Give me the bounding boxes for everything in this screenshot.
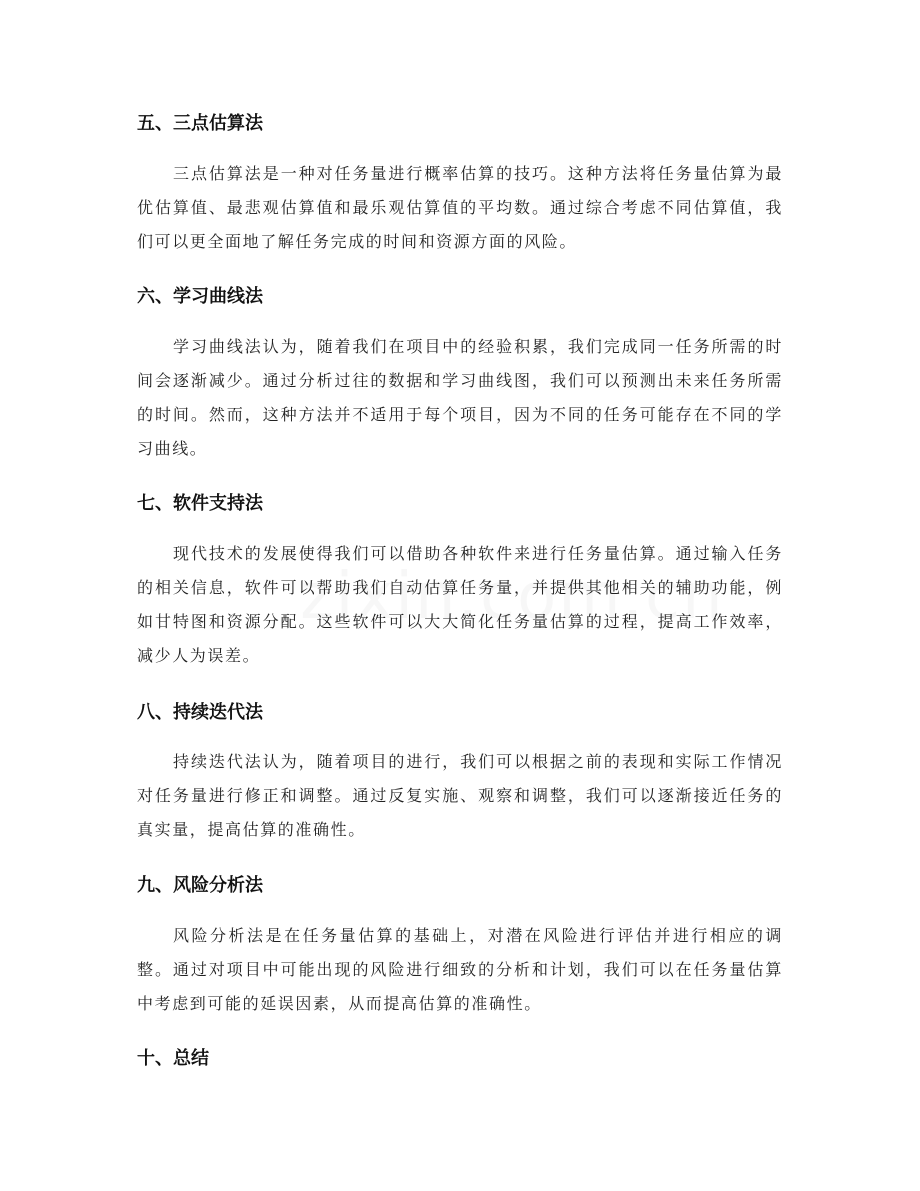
section-paragraph-learning-curve: 学习曲线法认为，随着我们在项目中的经验积累，我们完成同一任务所需的时间会逐渐减少。通过分析过往的数据和学习曲线图，我们可以预测出未来任务所需的时间。然而，这种方法并不适用于每个项目，因为不同的任务可能存在不同的学习曲线。 [137, 337, 783, 458]
section-paragraph-three-point-estimation: 三点估算法是一种对任务量进行概率估算的技巧。这种方法将任务量估算为最优估算值、最悲观估算值和最乐观估算值的平均数。通过综合考虑不同估算值，我们可以更全面地了解任务完成的时间和资源方面的风险。 [137, 164, 783, 251]
section-paragraph-risk-analysis: 风险分析法是在任务量估算的基础上，对潜在风险进行评估并进行相应的调整。通过对项目中可能出现的风险进行细致的分析和计划，我们可以在任务量估算中考虑到可能的延误因素，从而提高估算的准确性。 [137, 926, 783, 1013]
section-heading-risk-analysis: 九、风险分析法 [137, 875, 263, 896]
section-heading-three-point-estimation: 五、三点估算法 [137, 113, 263, 134]
section-heading-summary: 十、总结 [137, 1048, 209, 1069]
section-heading-continuous-iteration: 八、持续迭代法 [137, 702, 263, 723]
section-paragraph-software-support: 现代技术的发展使得我们可以借助各种软件来进行任务量估算。通过输入任务的相关信息，软件可以帮助我们自动估算任务量，并提供其他相关的辅助功能，例如甘特图和资源分配。这些软件可以大大简化任务量估算的过程，提高工作效率，减少人为误差。 [137, 544, 783, 665]
section-paragraph-continuous-iteration: 持续迭代法认为，随着项目的进行，我们可以根据之前的表现和实际工作情况对任务量进行修正和调整。通过反复实施、观察和调整，我们可以逐渐接近任务的真实量，提高估算的准确性。 [137, 752, 783, 839]
section-heading-software-support: 七、软件支持法 [137, 493, 263, 514]
section-heading-learning-curve: 六、学习曲线法 [137, 286, 263, 307]
